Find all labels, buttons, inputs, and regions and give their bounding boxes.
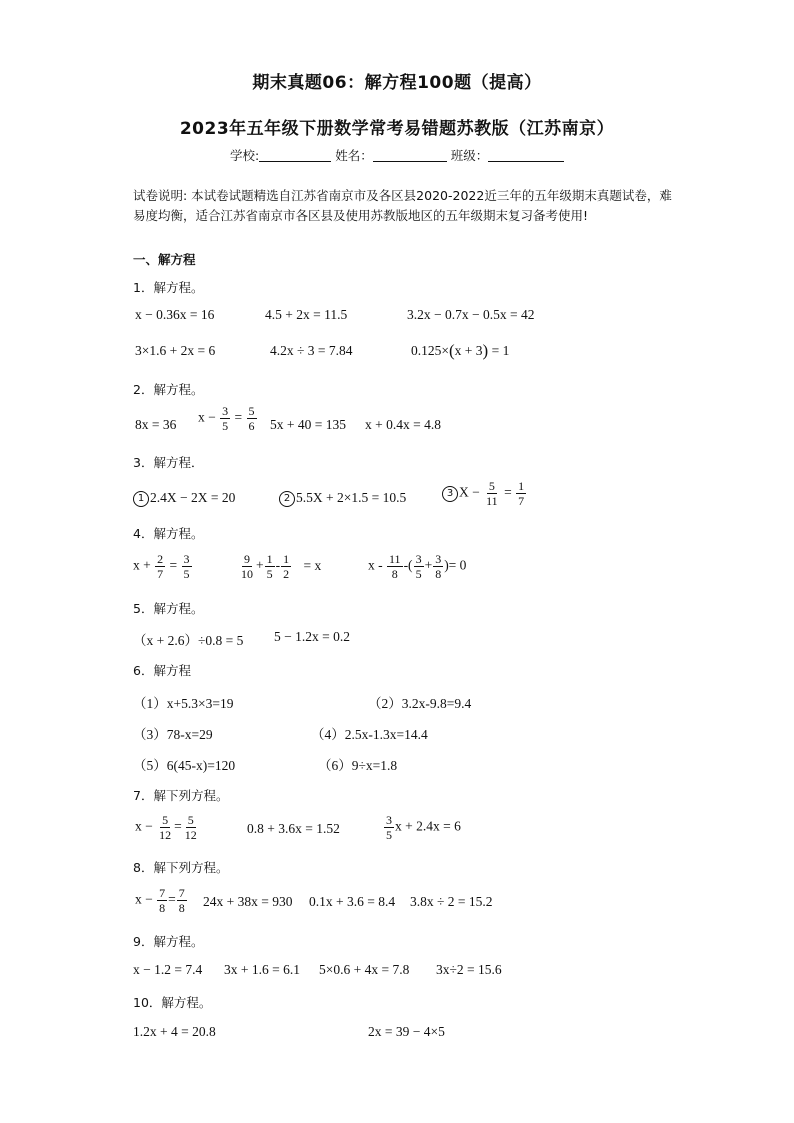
page-title: 期末真题06：解方程100题（提高） (252, 73, 542, 93)
q4-eq3-pre: x - (368, 557, 383, 573)
fraction (265, 552, 275, 581)
q5-equation-2: 5 − 1.2x = 0.2 (274, 629, 350, 644)
equals: = (234, 409, 243, 425)
q8-equation-4: 3.8x ÷ 2 = 15.2 (410, 894, 493, 909)
numerator: 7 (178, 886, 185, 900)
denominator: 5 (222, 419, 229, 433)
fraction (516, 479, 526, 508)
denominator: 5 (386, 828, 392, 842)
q9-equation-3: 5×0.6 + 4x = 7.8 (319, 962, 410, 977)
numerator: 7 (159, 886, 166, 900)
numerator: 5 (488, 479, 495, 493)
equals: = (168, 891, 176, 907)
fraction (247, 404, 257, 433)
numerator: 2 (157, 552, 164, 566)
denominator: 7 (518, 494, 525, 508)
q2-equation-2 (198, 404, 258, 433)
numerator: 1 (283, 552, 290, 566)
page-subtitle: 2023年五年级下册数学常考易错题苏教版（江苏南京） (179, 119, 615, 139)
numerator: 3 (222, 404, 229, 418)
q6-equation-4: （4）2.5x-1.3x=14.4 (311, 727, 428, 742)
q1-eq6-rhs: = 1 (488, 343, 510, 358)
q4-equation-2 (238, 552, 321, 581)
question-6-label: 6．解方程 (133, 663, 191, 678)
denominator: 8 (178, 901, 185, 915)
fraction (183, 813, 199, 842)
plus: + (256, 557, 264, 573)
numerator: 11 (389, 552, 401, 566)
denominator: 10 (241, 567, 253, 581)
q4-equation-3 (368, 552, 466, 581)
fraction (384, 813, 394, 842)
numerator: 3 (415, 552, 422, 566)
question-2-label: 2．解方程。 (133, 382, 204, 397)
right-paren: ) (482, 341, 489, 360)
denominator: 8 (159, 901, 166, 915)
numerator: 1 (518, 479, 525, 493)
q8-equation-3: 0.1x + 3.6 = 8.4 (309, 894, 396, 909)
q7-equation-2: 0.8 + 3.6x = 1.52 (247, 821, 340, 836)
equals: = (504, 484, 512, 500)
q2-equation-1: 8x = 36 (135, 417, 177, 432)
fraction (387, 552, 403, 581)
question-4-label: 4．解方程。 (133, 526, 204, 541)
q4-equation-1 (133, 552, 193, 581)
minus: - (275, 557, 281, 573)
class-blank (488, 149, 564, 162)
circled-number: 3 (442, 486, 458, 502)
q1-equation-3: 3.2x − 0.7x − 0.5x = 42 (407, 307, 535, 322)
numerator: 3 (183, 552, 190, 566)
denominator: 5 (415, 567, 422, 581)
q4-eq1-pre: x + (133, 557, 151, 573)
q6-equation-6: （6）9÷x=1.8 (318, 758, 398, 773)
fraction (484, 479, 500, 508)
q9-equation-2: 3x + 1.6 = 6.1 (224, 962, 300, 977)
q5-equation-1: （x + 2.6）÷0.8 = 5 (133, 633, 244, 648)
q3-equation-2 (279, 490, 406, 507)
denominator: 7 (157, 567, 164, 581)
q8-equation-2: 24x + 38x = 930 (203, 894, 293, 909)
question-1-label: 1．解方程。 (133, 280, 204, 295)
q7-eq1-pre: x − (135, 818, 153, 834)
q4-eq2-rhs: = x (303, 557, 322, 573)
question-10-label: 10．解方程。 (133, 995, 212, 1010)
q8-eq1-pre: x − (135, 891, 153, 907)
fraction (155, 552, 165, 581)
q2-equation-3: 5x + 40 = 135 (270, 417, 346, 432)
q3-eq1-text: 2.4X − 2X = 20 (150, 490, 236, 505)
q10-equation-1: 1.2x + 4 = 20.8 (133, 1024, 216, 1039)
q7-equation-1 (135, 813, 200, 842)
denominator: 12 (184, 828, 197, 842)
q1-equation-4: 3×1.6 + 2x = 6 (135, 343, 216, 358)
numerator: 5 (162, 813, 169, 827)
numerator: 5 (187, 813, 194, 827)
denominator: 12 (159, 828, 172, 842)
q4-eq3-mid: -( (403, 557, 413, 573)
numerator: 9 (244, 552, 250, 566)
denominator: 2 (283, 567, 290, 581)
numerator: 5 (248, 404, 255, 418)
school-blank (259, 149, 331, 162)
numerator: 3 (435, 552, 442, 566)
section-title: 一、解方程 (133, 252, 196, 267)
numerator: 3 (386, 813, 392, 827)
circled-number: 1 (133, 491, 149, 507)
denominator: 5 (266, 567, 273, 581)
q7-equation-3 (383, 813, 461, 842)
fraction (157, 813, 173, 842)
question-3-label: 3．解方程． (133, 455, 204, 470)
numerator: 1 (266, 552, 273, 566)
q9-equation-1: x − 1.2 = 7.4 (133, 962, 203, 977)
question-9-label: 9．解方程。 (133, 934, 204, 949)
q10-equation-2: 2x = 39 − 4×5 (368, 1024, 445, 1039)
fraction (182, 552, 192, 581)
q6-equation-2: （2）3.2x-9.8=9.4 (368, 696, 472, 711)
fraction (281, 552, 291, 581)
q6-equation-5: （5）6(45-x)=120 (133, 758, 236, 773)
class-label: 班级： (450, 148, 489, 163)
left-paren: ( (449, 341, 455, 360)
circled-number: 2 (279, 491, 295, 507)
q3-eq2-text: 5.5X + 2×1.5 = 10.5 (296, 490, 407, 505)
denominator: 5 (183, 567, 190, 581)
fraction (220, 404, 230, 433)
q9-equation-4: 3x÷2 = 15.6 (436, 962, 502, 977)
name-blank (373, 149, 447, 162)
q6-equation-1: （1）x+5.3×3=19 (133, 696, 234, 711)
q7-eq3-rest: x + 2.4x = 6 (395, 818, 461, 834)
q1-eq6-coef: 0.125× (411, 343, 449, 358)
denominator: 11 (486, 494, 498, 508)
question-5-label: 5．解方程。 (133, 601, 204, 616)
question-8-label: 8．解下列方程。 (133, 860, 229, 875)
fraction (239, 552, 255, 581)
fraction (433, 552, 443, 581)
equals: = (169, 557, 178, 573)
equals: = (174, 818, 182, 834)
question-7-label: 7．解下列方程。 (133, 788, 229, 803)
q6-equation-3: （3）78-x=29 (133, 727, 213, 742)
q1-eq6-inner: x + 3 (454, 343, 483, 358)
plus: + (424, 557, 433, 573)
fraction (157, 886, 167, 915)
q1-equation-5: 4.2x ÷ 3 = 7.84 (270, 343, 353, 358)
denominator: 6 (248, 419, 255, 433)
q3-equation-1 (133, 490, 235, 507)
q2-eq2-pre: x − (198, 409, 216, 425)
denominator: 8 (435, 567, 442, 581)
q1-equation-1: x − 0.36x = 16 (135, 307, 215, 322)
student-info-line (230, 146, 564, 164)
q2-equation-4: x + 0.4x = 4.8 (365, 417, 441, 432)
fraction (177, 886, 187, 915)
denominator: 8 (391, 567, 398, 581)
q4-eq3-rhs: )= 0 (444, 557, 467, 573)
q3-eq3-pre: X − (459, 484, 480, 500)
name-label: 姓名： (335, 148, 373, 163)
school-label: 学校: (230, 148, 260, 163)
fraction (414, 552, 424, 581)
q1-equation-6 (411, 341, 509, 361)
q1-equation-2: 4.5 + 2x = 11.5 (265, 307, 348, 322)
q3-equation-3 (442, 479, 527, 508)
q8-equation-1 (135, 886, 188, 915)
exam-description: 试卷说明: 本试卷试题精选自江苏省南京市及各区县2020-2022近三年的五年级期末真题试卷，难易度均衡，适合江苏省南京市各区县及使用苏教版地区的五年级期末复习备考使用! (133, 188, 672, 223)
